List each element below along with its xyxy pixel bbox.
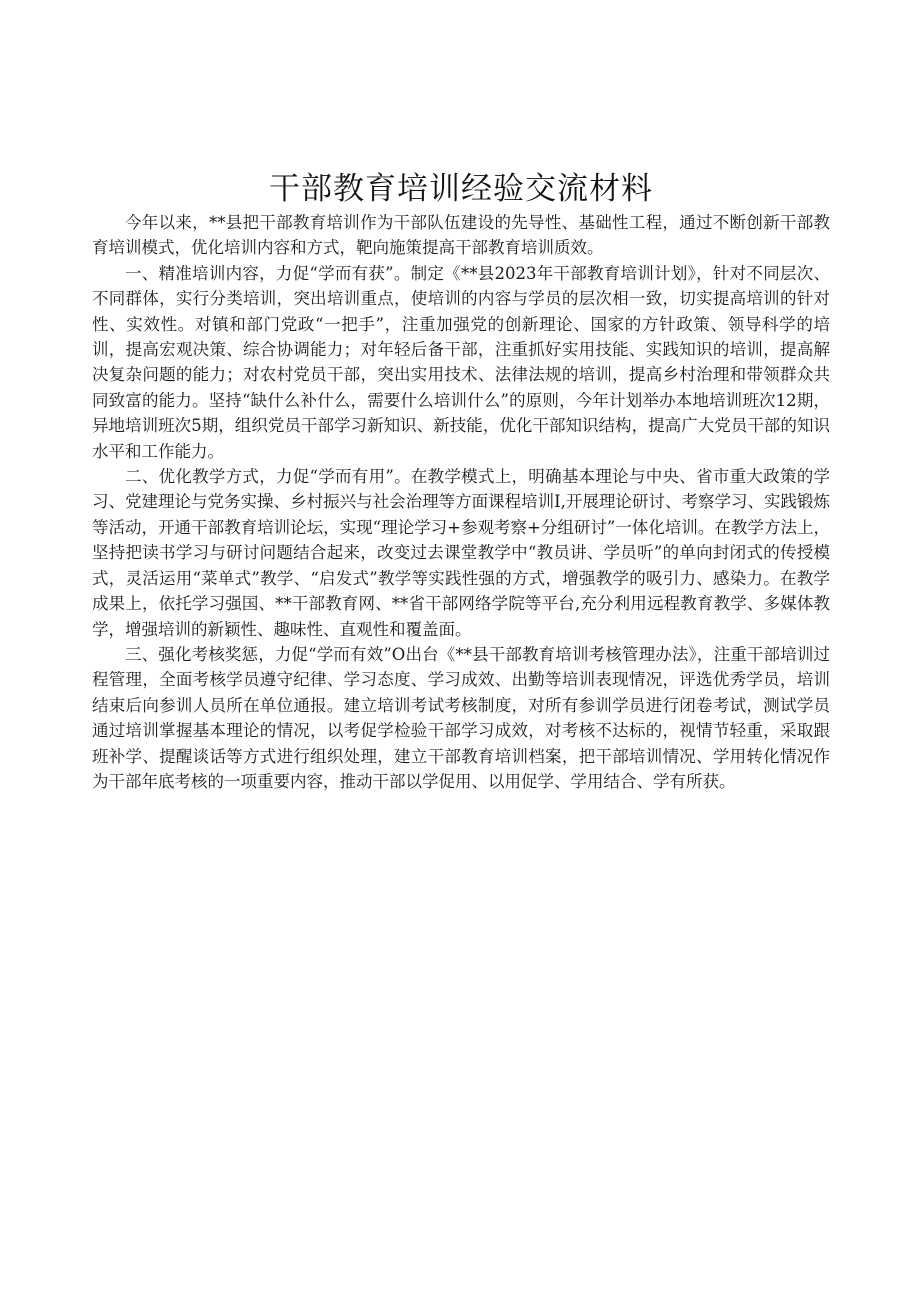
document-page	[92, 168, 830, 794]
paragraph-section-1: 一、精准培训内容，力促“学而有获”。制定《**县2023年干部教育培训计划》，针对不同层次、不同群体，实行分类培训，突出培训重点，使培训的内容与学员的层次相一致，切实提高培训的针对性、实效性。对镇和部门党政“一把手”，注重加强党的创新理论、国家的方针政策、领导科学的培训，提高宏观决策、综合协调能力；对年轻后备干部，注重抓好实用技能、实践知识的培训，提高解决复杂问题的能力；对农村党员干部，突出实用技术、法律法规的培训，提高乡村治理和带领群众共同致富的能力。坚持“缺什么补什么，需要什么培训什么”的原则，今年计划举办本地培训班次12期，异地培训班次5期，组织党员干部学习新知识、新技能，优化干部知识结构，提高广大党员干部的知识水平和工作能力。	[92, 263, 830, 461]
paragraph-intro: 今年以来，**县把干部教育培训作为干部队伍建设的先导性、基础性工程，通过不断创新干部教育培训模式，优化培训内容和方式，靶向施策提高干部教育培训质效。	[92, 213, 830, 258]
paragraph-section-3: 三、强化考核奖惩，力促“学而有效”O出台《**县干部教育培训考核管理办法》，注重干部培训过程管理，全面考核学员遵守纪律、学习态度、学习成效、出勤等培训表现情况，评选优秀学员，培训结束后向参训人员所在单位通报。建立培训考试考核制度，对所有参训学员进行闭卷考试，测试学员通过培训掌握基本理论的情况，以考促学检验干部学习成效，对考核不达标的，视情节轻重，采取跟班补学、提醒谈话等方式进行组织处理，建立干部教育培训档案，把干部培训情况、学用转化情况作为干部年底考核的一项重要内容，推动干部以学促用、以用促学、学用结合、学有所获。	[92, 644, 830, 791]
document-title: 干部教育培训经验交流材料	[269, 171, 653, 207]
paragraph-section-2: 二、优化教学方式，力促“学而有用”。在教学模式上，明确基本理论与中央、省市重大政策的学习、党建理论与党务实操、乡村振兴与社会治理等方面课程培训I,开展理论研讨、考察学习、实践锻炼等活动，开通干部教育培训论坛，实现“理论学习+参观考察+分组研讨”一体化培训。在教学方法上，坚持把读书学习与研讨问题结合起来，改变过去课堂教学中“教员讲、学员听”的单向封闭式的传授模式，灵活运用“菜单式”教学、“启发式”教学等实践性强的方式，增强教学的吸引力、感染力。在教学成果上，依托学习强国、**干部教育网、**省干部网络学院等平台,充分利用远程教育教学、多媒体教学，增强培训的新颖性、趣味性、直观性和覆盖面。	[92, 467, 830, 639]
